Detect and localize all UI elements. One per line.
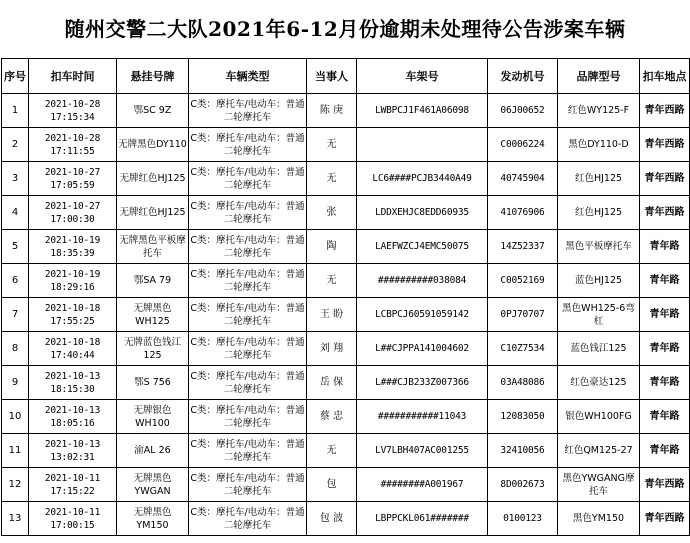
cell-plate: 无牌黑色WH125 — [117, 298, 189, 332]
cell-plate: 鄂SA 79 — [117, 264, 189, 298]
cell-index: 12 — [2, 468, 29, 502]
cell-party: 岳 保 — [307, 366, 357, 400]
cell-vin: LAEFWZCJ4EMC50075 — [357, 230, 488, 264]
cell-impound-time: 2021-10-11 17:00:15 — [29, 502, 117, 536]
cell-party: 无 — [307, 162, 357, 196]
vehicle-table — [1, 58, 690, 536]
cell-plate: 无牌蓝色钱江125 — [117, 332, 189, 366]
cell-engine-no: 41076906 — [488, 196, 558, 230]
cell-party: 张 — [307, 196, 357, 230]
cell-engine-no: 40745904 — [488, 162, 558, 196]
cell-vin: ###########11043 — [357, 400, 488, 434]
table-header-row — [2, 59, 690, 94]
cell-vin: ##########038084 — [357, 264, 488, 298]
cell-index: 10 — [2, 400, 29, 434]
cell-vehicle-type: C类：摩托车/电动车：普通二轮摩托车 — [189, 468, 307, 502]
cell-impound-location: 青年西路 — [640, 162, 690, 196]
cell-vin: L##CJPPA141004602 — [357, 332, 488, 366]
cell-vin — [357, 128, 488, 162]
cell-impound-location: 青年西路 — [640, 196, 690, 230]
cell-engine-no: 14Z52337 — [488, 230, 558, 264]
cell-brand-model: 蓝色钱江125 — [558, 332, 640, 366]
cell-brand-model: 黑色YWGANG摩托车 — [558, 468, 640, 502]
cell-impound-time: 2021-10-18 17:40:44 — [29, 332, 117, 366]
cell-impound-location: 青年西路 — [640, 128, 690, 162]
cell-plate: 渝AL 26 — [117, 434, 189, 468]
table-row — [2, 94, 690, 128]
cell-impound-location: 青年路 — [640, 264, 690, 298]
cell-party: 包 — [307, 468, 357, 502]
cell-index: 13 — [2, 502, 29, 536]
cell-index: 2 — [2, 128, 29, 162]
table-row — [2, 162, 690, 196]
cell-vin: LC6####PCJB3440A49 — [357, 162, 488, 196]
cell-engine-no: 0PJ70707 — [488, 298, 558, 332]
cell-index: 1 — [2, 94, 29, 128]
cell-party: 包 波 — [307, 502, 357, 536]
cell-vehicle-type: C类：摩托车/电动车：普通二轮摩托车 — [189, 502, 307, 536]
cell-vehicle-type: C类：摩托车/电动车：普通二轮摩托车 — [189, 230, 307, 264]
cell-plate: 无牌红色HJ125 — [117, 196, 189, 230]
cell-engine-no: 06J00652 — [488, 94, 558, 128]
cell-impound-location: 青年路 — [640, 400, 690, 434]
cell-impound-time: 2021-10-27 17:00:30 — [29, 196, 117, 230]
table-row — [2, 366, 690, 400]
table-row — [2, 468, 690, 502]
cell-brand-model: 红色HJ125 — [558, 162, 640, 196]
cell-impound-time: 2021-10-18 17:55:25 — [29, 298, 117, 332]
cell-impound-location: 青年路 — [640, 230, 690, 264]
cell-vin: LV7LBH407AC001255 — [357, 434, 488, 468]
cell-plate: 鄂SC 9Z — [117, 94, 189, 128]
cell-vin: LDDXEHJC8EDD60935 — [357, 196, 488, 230]
cell-impound-time: 2021-10-19 18:35:39 — [29, 230, 117, 264]
col-header-plate: 悬挂号牌 — [117, 59, 189, 94]
cell-impound-time: 2021-10-13 13:02:31 — [29, 434, 117, 468]
col-header-engine-no: 发动机号 — [488, 59, 558, 94]
col-header-index: 序号 — [2, 59, 29, 94]
table-row — [2, 434, 690, 468]
cell-vehicle-type: C类：摩托车/电动车：普通二轮摩托车 — [189, 298, 307, 332]
cell-index: 11 — [2, 434, 29, 468]
col-header-brand-model: 品牌型号 — [558, 59, 640, 94]
cell-engine-no: 0100123 — [488, 502, 558, 536]
cell-plate: 无牌黑色YM150 — [117, 502, 189, 536]
cell-vehicle-type: C类：摩托车/电动车：普通二轮摩托车 — [189, 162, 307, 196]
cell-vehicle-type: C类：摩托车/电动车：普通二轮摩托车 — [189, 196, 307, 230]
table-row — [2, 400, 690, 434]
cell-index: 3 — [2, 162, 29, 196]
cell-party: 刘 翔 — [307, 332, 357, 366]
cell-impound-location: 青年路 — [640, 298, 690, 332]
cell-impound-time: 2021-10-19 18:29:16 — [29, 264, 117, 298]
cell-plate: 无牌银色WH100 — [117, 400, 189, 434]
cell-impound-time: 2021-10-13 18:05:16 — [29, 400, 117, 434]
cell-impound-location: 青年西路 — [640, 468, 690, 502]
cell-brand-model: 黑色WH125-6弯杠 — [558, 298, 640, 332]
cell-vin: LWBPCJ1F461A06098 — [357, 94, 488, 128]
cell-engine-no: C0006224 — [488, 128, 558, 162]
cell-impound-location: 青年西路 — [640, 502, 690, 536]
cell-index: 5 — [2, 230, 29, 264]
table-row — [2, 230, 690, 264]
cell-engine-no: 32410056 — [488, 434, 558, 468]
cell-vehicle-type: C类：摩托车/电动车：普通二轮摩托车 — [189, 128, 307, 162]
col-header-party: 当事人 — [307, 59, 357, 94]
cell-impound-time: 2021-10-28 17:11:55 — [29, 128, 117, 162]
cell-vin: LCBPCJ60591059142 — [357, 298, 488, 332]
cell-impound-location: 青年路 — [640, 434, 690, 468]
cell-impound-location: 青年路 — [640, 332, 690, 366]
cell-brand-model: 红色WY125-F — [558, 94, 640, 128]
cell-engine-no: C0052169 — [488, 264, 558, 298]
col-header-vin: 车架号 — [357, 59, 488, 94]
cell-engine-no: 8D002673 — [488, 468, 558, 502]
cell-engine-no: C10Z7534 — [488, 332, 558, 366]
cell-party: 无 — [307, 264, 357, 298]
col-header-impound-time: 扣车时间 — [29, 59, 117, 94]
cell-brand-model: 蓝色HJ125 — [558, 264, 640, 298]
cell-index: 7 — [2, 298, 29, 332]
table-row — [2, 128, 690, 162]
cell-impound-time: 2021-10-13 18:15:30 — [29, 366, 117, 400]
cell-impound-time: 2021-10-28 17:15:34 — [29, 94, 117, 128]
page-title: 随州交警二大队2021年6-12月份逾期未处理待公告涉案车辆 — [64, 17, 626, 41]
cell-vehicle-type: C类：摩托车/电动车：普通二轮摩托车 — [189, 366, 307, 400]
cell-brand-model: 红色QM125-27 — [558, 434, 640, 468]
table-row — [2, 298, 690, 332]
cell-vin: LBPPCKL061####### — [357, 502, 488, 536]
cell-plate: 无牌黑色YWGAN — [117, 468, 189, 502]
table-row — [2, 264, 690, 298]
cell-vehicle-type: C类：摩托车/电动车：普通二轮摩托车 — [189, 94, 307, 128]
cell-party: 陈 庚 — [307, 94, 357, 128]
cell-index: 8 — [2, 332, 29, 366]
cell-engine-no: 03A48086 — [488, 366, 558, 400]
cell-brand-model: 红色HJ125 — [558, 196, 640, 230]
cell-vin: L###CJB233Z007366 — [357, 366, 488, 400]
table-row — [2, 332, 690, 366]
cell-brand-model: 红色豪达125 — [558, 366, 640, 400]
col-header-impound-location: 扣车地点 — [640, 59, 690, 94]
cell-plate: 鄂S 756 — [117, 366, 189, 400]
cell-party: 无 — [307, 434, 357, 468]
cell-plate: 无牌红色HJ125 — [117, 162, 189, 196]
cell-party: 蔡 忠 — [307, 400, 357, 434]
cell-vin: ########A001967 — [357, 468, 488, 502]
cell-plate: 无牌黑色DY110 — [117, 128, 189, 162]
cell-vehicle-type: C类：摩托车/电动车：普通二轮摩托车 — [189, 434, 307, 468]
cell-party: 无 — [307, 128, 357, 162]
table-row — [2, 196, 690, 230]
cell-index: 9 — [2, 366, 29, 400]
cell-impound-location: 青年路 — [640, 366, 690, 400]
cell-brand-model: 黑色DY110-D — [558, 128, 640, 162]
cell-vehicle-type: C类：摩托车/电动车：普通二轮摩托车 — [189, 332, 307, 366]
cell-impound-location: 青年西路 — [640, 94, 690, 128]
cell-brand-model: 银色WH100FG — [558, 400, 640, 434]
cell-brand-model: 黑色平板摩托车 — [558, 230, 640, 264]
cell-party: 王 盼 — [307, 298, 357, 332]
table-row — [2, 502, 690, 536]
col-header-vehicle-type: 车辆类型 — [189, 59, 307, 94]
cell-brand-model: 黑色YM150 — [558, 502, 640, 536]
cell-plate: 无牌黑色平板摩托车 — [117, 230, 189, 264]
cell-vehicle-type: C类：摩托车/电动车：普通二轮摩托车 — [189, 400, 307, 434]
cell-party: 陶 — [307, 230, 357, 264]
cell-engine-no: 12083050 — [488, 400, 558, 434]
cell-impound-time: 2021-10-27 17:05:59 — [29, 162, 117, 196]
cell-index: 4 — [2, 196, 29, 230]
cell-index: 6 — [2, 264, 29, 298]
cell-vehicle-type: C类：摩托车/电动车：普通二轮摩托车 — [189, 264, 307, 298]
cell-impound-time: 2021-10-11 17:15:22 — [29, 468, 117, 502]
table-body — [2, 94, 690, 536]
